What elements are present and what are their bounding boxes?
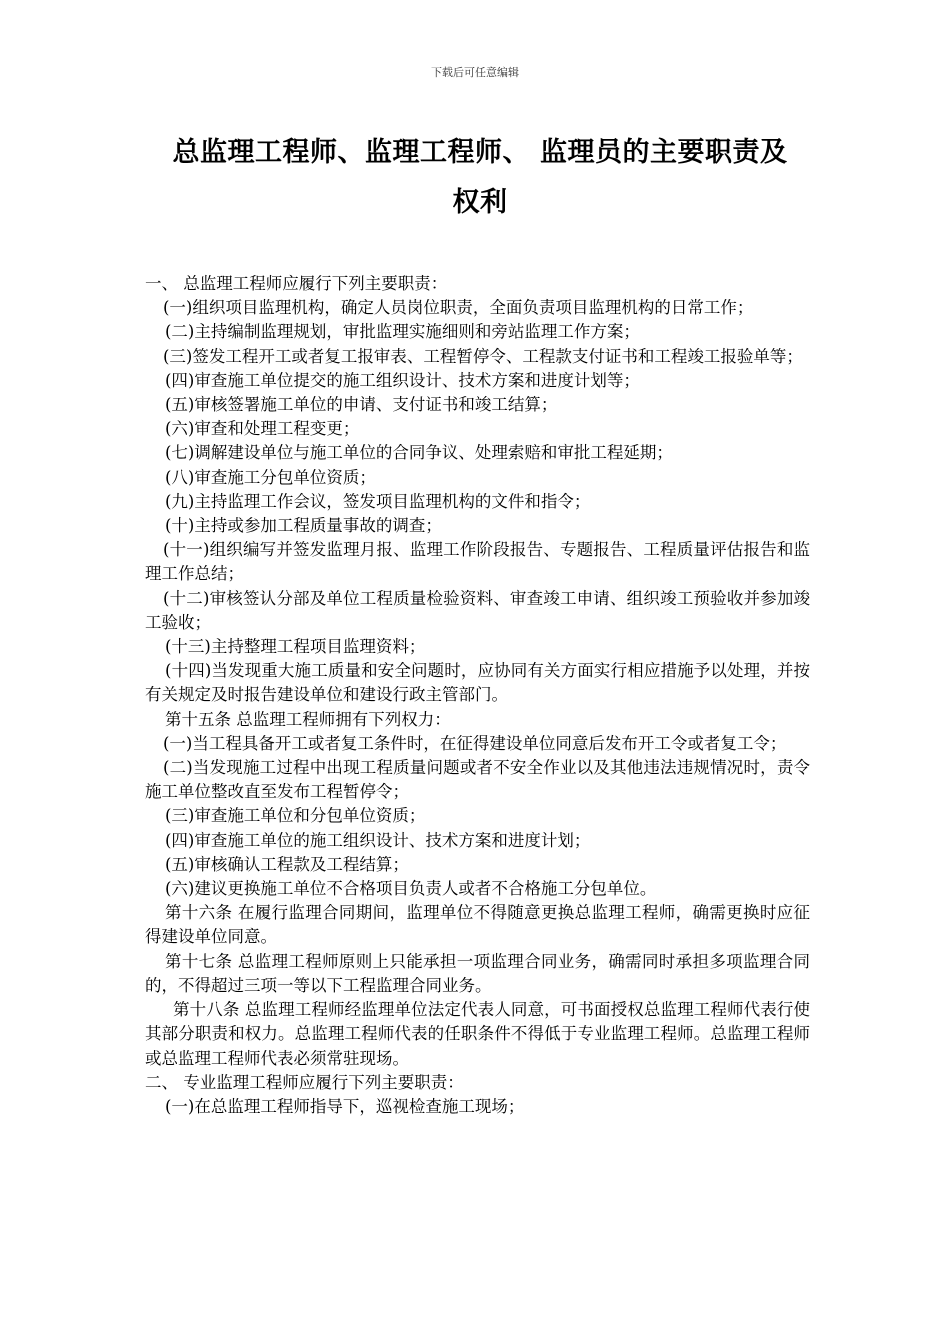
duty-item-5: (五)审核签署施工单位的申请、支付证书和竣工结算； xyxy=(165,395,558,415)
duty-item-11: (十一)组织编写并签发监理月报、监理工作阶段报告、专题报告、工程质量评估报告和监理工作总结； xyxy=(145,540,810,584)
power-item-3: (三)审查施工单位和分包单位资质； xyxy=(165,806,426,826)
power-item-2: (二)当发现施工过程中出现工程质量问题或者不安全作业以及其他违法违规情况时，责令施工单位整改直至发布工程暂停令； xyxy=(145,758,810,802)
duty-item-4: (四)审查施工单位提交的施工组织设计、技术方案和进度计划等； xyxy=(165,370,640,390)
duty-item-14: (十四)当发现重大施工质量和安全问题时，应协同有关方面实行相应措施予以处理，并按有关规定及时报告建设单位和建设行政主管部门。 xyxy=(145,661,810,705)
duty-item-2: (二)主持编制监理规划，审批监理实施细则和旁站监理工作方案； xyxy=(165,322,640,342)
engineer-duty-item-1: (一)在总监理工程师指导下，巡视检查施工现场； xyxy=(165,1096,525,1116)
section-heading-2: 二、 专业监理工程师应履行下列主要职责： xyxy=(145,1072,464,1092)
document-title-line-1: 总监理工程师、监理工程师、 监理员的主要职责及 xyxy=(172,137,788,168)
duty-item-3: (三)签发工程开工或者复工报审表、工程暂停令、工程款支付证书和工程竣工报验单等； xyxy=(163,346,803,366)
duty-item-13: (十三)主持整理工程项目监理资料； xyxy=(165,637,426,657)
article-17: 第十七条 总监理工程师原则上只能承担一项监理合同业务，确需同时承担多项监理合同的，不得超过三项一等以下工程监理合同业务。 xyxy=(145,951,810,995)
power-item-4: (四)审查施工单位的施工组织设计、技术方案和进度计划； xyxy=(165,830,591,850)
article-16: 第十六条 在履行监理合同期间，监理单位不得随意更换总监理工程师，确需更换时应征得建设单位同意。 xyxy=(145,903,810,947)
article-15: 第十五条 总监理工程师拥有下列权力： xyxy=(165,709,451,729)
article-18: 第十八条 总监理工程师经监理单位法定代表人同意，可书面授权总监理工程师代表行使其部分职责和权力。总监理工程师代表的任职条件不得低于专业监理工程师。总监理工程师或总监理工程师代表必须常驻现场。 xyxy=(145,1000,810,1068)
document-title xyxy=(150,128,810,228)
duty-item-1: (一)组织项目监理机构，确定人员岗位职责，全面负责项目监理机构的日常工作； xyxy=(163,298,754,318)
power-item-1: (一)当工程具备开工或者复工条件时，在征得建设单位同意后发布开工令或者复工令； xyxy=(163,733,787,753)
section-heading-1: 一、 总监理工程师应履行下列主要职责： xyxy=(145,274,448,293)
duty-item-8: (八)审查施工分包单位资质； xyxy=(165,467,376,487)
document-body xyxy=(145,272,810,1119)
power-item-6: (六)建议更换施工单位不合格项目负责人或者不合格施工分包单位。 xyxy=(165,879,657,899)
duty-item-12: (十二)审核签认分部及单位工程质量检验资料、审查竣工申请、组织竣工预验收并参加竣工验收； xyxy=(145,588,810,632)
document-title-line-2: 权利 xyxy=(452,187,508,218)
header-note: 下载后可任意编辑 xyxy=(431,66,519,79)
power-item-5: (五)审核确认工程款及工程结算； xyxy=(165,854,409,874)
duty-item-6: (六)审查和处理工程变更； xyxy=(165,419,360,439)
duty-item-7: (七)调解建设单位与施工单位的合同争议、处理索赔和审批工程延期； xyxy=(165,443,673,463)
duty-item-9: (九)主持监理工作会议，签发项目监理机构的文件和指令； xyxy=(165,491,591,511)
duty-item-10: (十)主持或参加工程质量事故的调查； xyxy=(165,516,442,536)
